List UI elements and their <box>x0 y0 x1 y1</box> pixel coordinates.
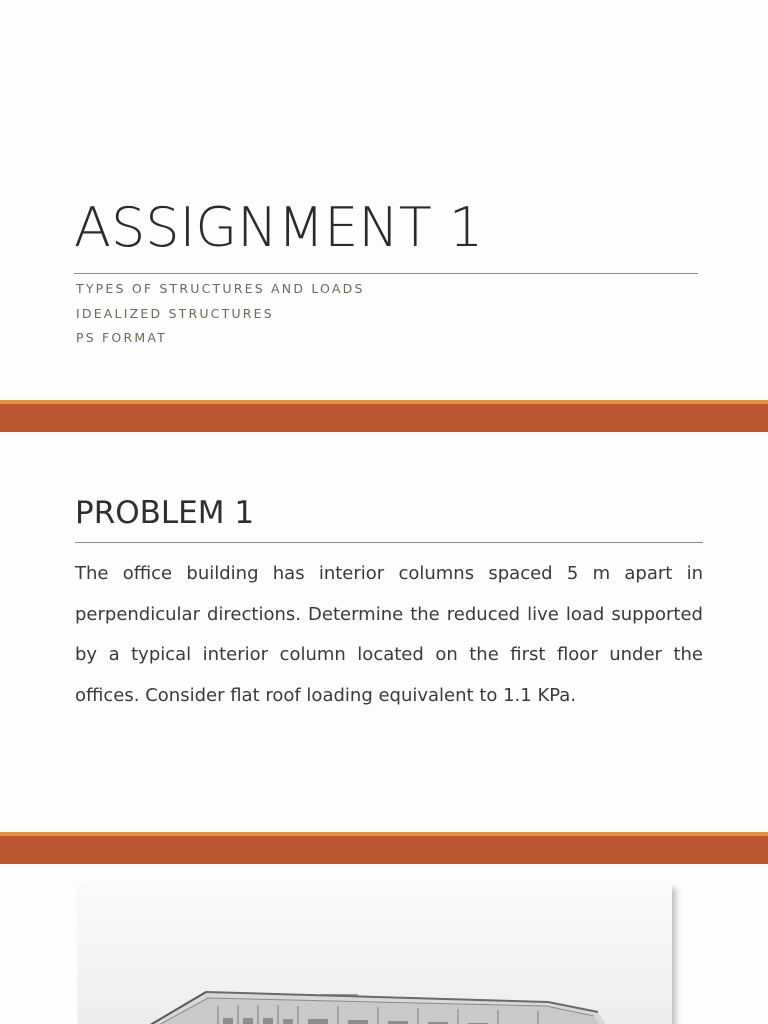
problem-slide <box>0 432 768 832</box>
slide-title: ASSIGNMENT 1 <box>74 196 484 259</box>
slide-divider <box>0 400 768 432</box>
title-slide <box>0 0 768 400</box>
slide-divider <box>0 832 768 864</box>
subtitle-item: PS FORMAT <box>76 330 167 345</box>
building-photo <box>78 884 672 1024</box>
image-slide <box>0 864 768 1024</box>
subtitle-list <box>76 277 365 351</box>
title-underline <box>74 273 698 274</box>
subtitle-item: IDEALIZED STRUCTURES <box>76 305 274 321</box>
problem-title: PROBLEM 1 <box>75 495 255 531</box>
problem-title-underline <box>75 542 703 543</box>
office-building-image <box>78 884 672 1024</box>
problem-statement: The office building has interior columns spaced 5 m apart in perpendicular directions. Determine the reduced live load supported by a typical interior column located on the first floor under the offices. Consider flat roof loading equivalent to 1.1 KPa. <box>75 563 703 706</box>
subtitle-item: TYPES OF STRUCTURES AND LOADS <box>76 281 365 296</box>
